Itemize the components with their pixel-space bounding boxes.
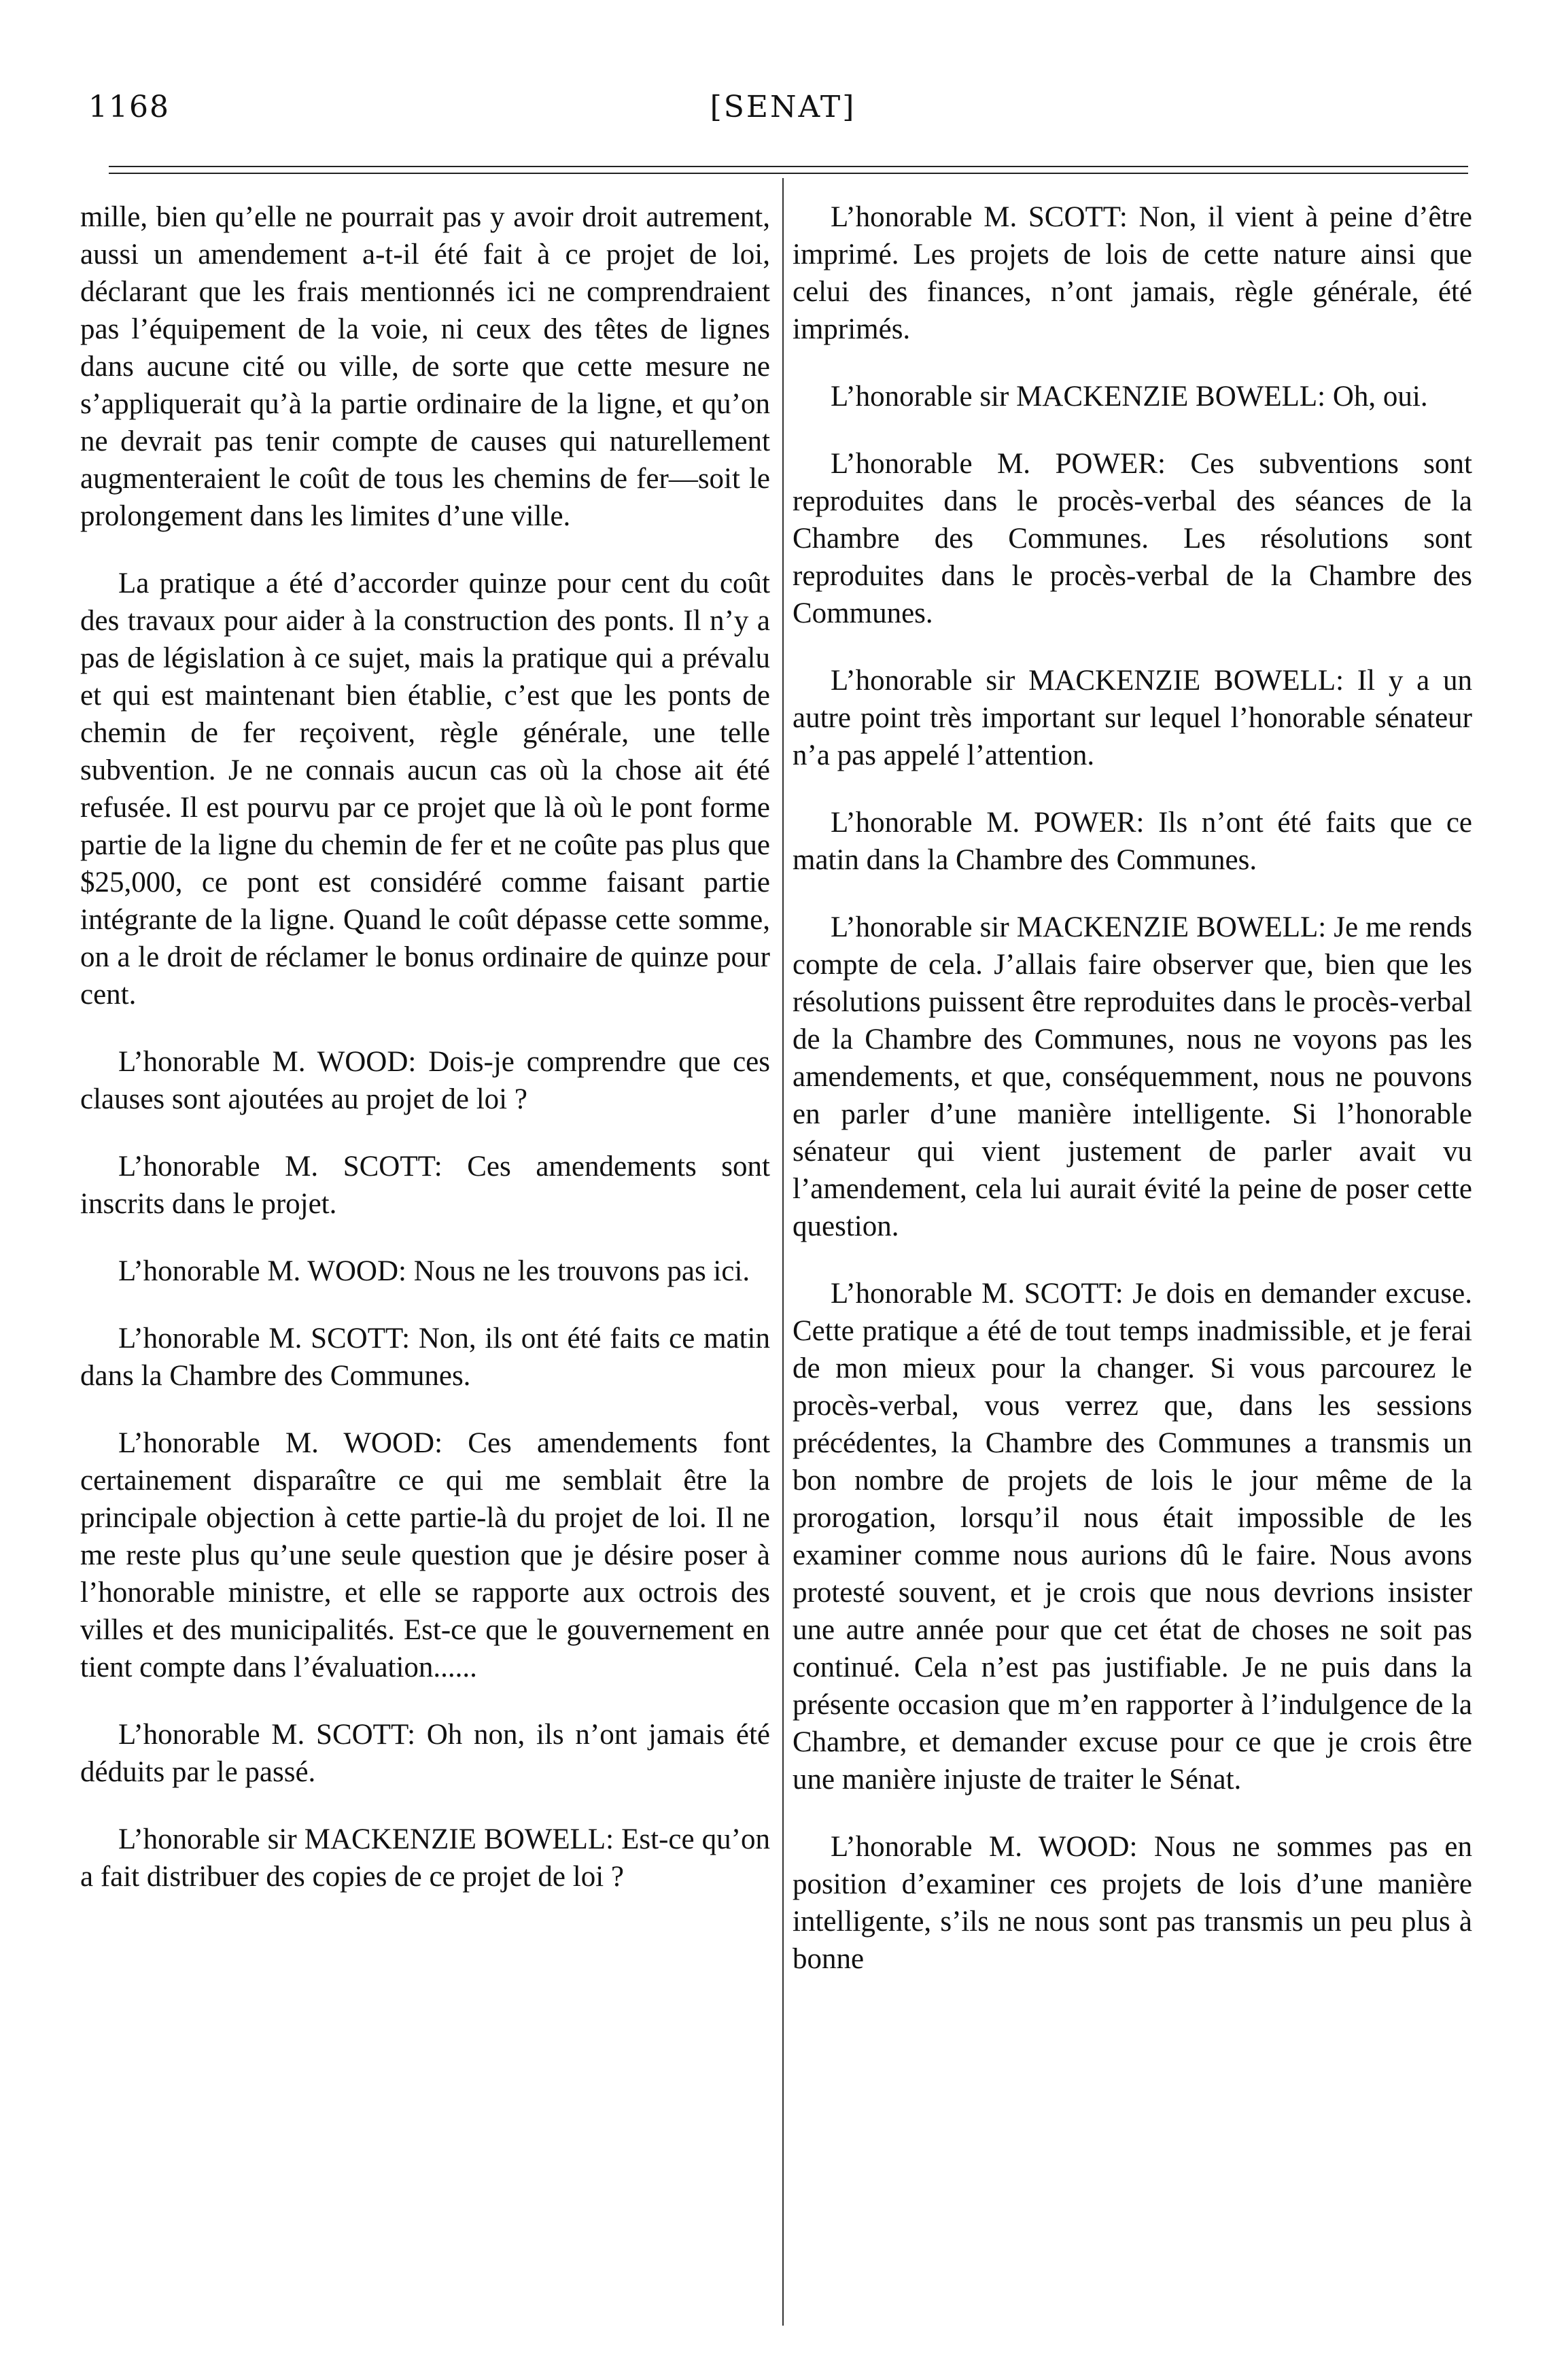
speech-paragraph: L’honorable sir MACKENZIE BOWELL: Je me rends compte de cela. J’allais faire observer que, bien que les résolutions puissent être reproduites dans le procès-verbal de la Chambre des Communes, nous ne voyons pas les amendements, et que, conséquemment, nous ne pouvons en parler d’une manière intelligente. Si l’honorable sénateur qui vient justement de parler avait vu l’amendement, cela lui aurait évité la peine de poser cette question.	[793, 911, 1472, 1242]
running-head: [SENAT]	[710, 90, 856, 124]
speech-paragraph: L’honorable M. SCOTT: Ces amendements sont inscrits dans le projet.	[80, 1151, 770, 1220]
speech-paragraph: L’honorable sir MACKENZIE BOWELL: Est-ce qu’on a fait distribuer des copies de ce projet de loi ?	[80, 1823, 770, 1893]
paragraph: mille, bien qu’elle ne pourrait pas y avoir droit autrement, aussi un amendement a-t-il été fait à ce projet de loi, déclarant que les frais mentionnés ici ne comprendraient pas l’équipement de la voie, ni ceux des têtes de lignes dans aucune cité ou ville, de sorte que cette mesure ne s’appliquerait qu’à la partie ordinaire de la ligne, et qu’on ne devrait pas tenir compte de causes qui naturellement augmenteraient le coût de tous les chemins de fer—soit le prolongement dans les limites d’une ville.	[80, 201, 770, 532]
paragraph: La pratique a été d’accorder quinze pour cent du coût des travaux pour aider à la construction des ponts. Il n’y a pas de législation à ce sujet, mais la pratique qui a prévalu et qui est maintenant bien établie, c’est que les ponts de chemin de fer reçoivent, règle générale, une telle subvention. Je ne connais aucun cas où la chose ait été refusée. Il est pourvu par ce projet que là où le pont forme partie de la ligne du chemin de fer et ne coûte pas plus que $25,000, ce pont est considéré comme faisant partie intégrante de la ligne. Quand le coût dépasse cette somme, on a le droit de réclamer le bonus ordinaire de quinze pour cent.	[80, 567, 770, 1011]
speech-paragraph: L’honorable M. POWER: Ces subventions sont reproduites dans le procès-verbal des séances de la Chambre des Communes. Les résolutions sont reproduites dans le procès-verbal de la Chambre des Communes.	[793, 448, 1472, 629]
speech-paragraph: L’honorable M. POWER: Ils n’ont été faits que ce matin dans la Chambre des Communes.	[793, 807, 1472, 876]
speech-paragraph: L’honorable M. SCOTT: Oh non, ils n’ont jamais été déduits par le passé.	[80, 1719, 770, 1788]
page-number: 1168	[88, 90, 170, 124]
speech-paragraph: L’honorable sir MACKENZIE BOWELL: Il y a un autre point très important sur lequel l’honorable sénateur n’a pas appelé l’attention.	[793, 665, 1472, 771]
column-divider	[782, 178, 784, 2326]
speech-paragraph: L’honorable M. WOOD: Ces amendements font certainement disparaître ce qui me semblait être la principale objection à cette partie-là du projet de loi. Il ne me reste plus qu’une seule question que je désire poser à l’honorable ministre, et elle se rapporte aux octrois des villes et des municipalités. Est-ce que le gouvernement en tient compte dans l’évaluation......	[80, 1427, 770, 1683]
speech-paragraph: L’honorable M. SCOTT: Non, ils ont été faits ce matin dans la Chambre des Communes.	[80, 1323, 770, 1392]
speech-paragraph: L’honorable sir MACKENZIE BOWELL: Oh, oui.	[831, 381, 1428, 413]
left-column	[80, 198, 770, 1925]
speech-paragraph: L’honorable M. WOOD: Nous ne les trouvons pas ici.	[118, 1255, 750, 1287]
header-rule-bottom	[109, 173, 1468, 174]
page-header	[88, 90, 1478, 130]
header-rule-top	[109, 166, 1468, 167]
speech-paragraph: L’honorable M. SCOTT: Je dois en demander excuse. Cette pratique a été de tout temps inadmissible, et je ferai de mon mieux pour la changer. Si vous parcourez le procès-verbal, vous verrez que, dans les sessions précédentes, la Chambre des Communes a transmis un bon nombre de projets de lois le jour même de la prorogation, lorsqu’il nous était impossible de les examiner comme nous aurions dû le faire. Nous avons protesté souvent, et je crois que nous devrions insister une autre année pour que cet état de choses ne soit pas continué. Cela n’est pas justifiable. Je ne puis dans la présente occasion que m’en rapporter à l’indulgence de la Chambre, et demander excuse pour ce que je crois être une manière injuste de traiter le Sénat.	[793, 1278, 1472, 1796]
speech-paragraph: L’honorable M. WOOD: Dois-je comprendre que ces clauses sont ajoutées au projet de loi ?	[80, 1046, 770, 1115]
speech-paragraph: L’honorable M. WOOD: Nous ne sommes pas en position d’examiner ces projets de lois d’une manière intelligente, s’ils ne nous sont pas transmis un peu plus à bonne	[793, 1831, 1472, 1975]
speech-paragraph: L’honorable M. SCOTT: Non, il vient à peine d’être imprimé. Les projets de lois de cette nature ainsi que celui des finances, n’ont jamais, règle générale, été imprimés.	[793, 201, 1472, 345]
right-column	[793, 198, 1472, 2008]
